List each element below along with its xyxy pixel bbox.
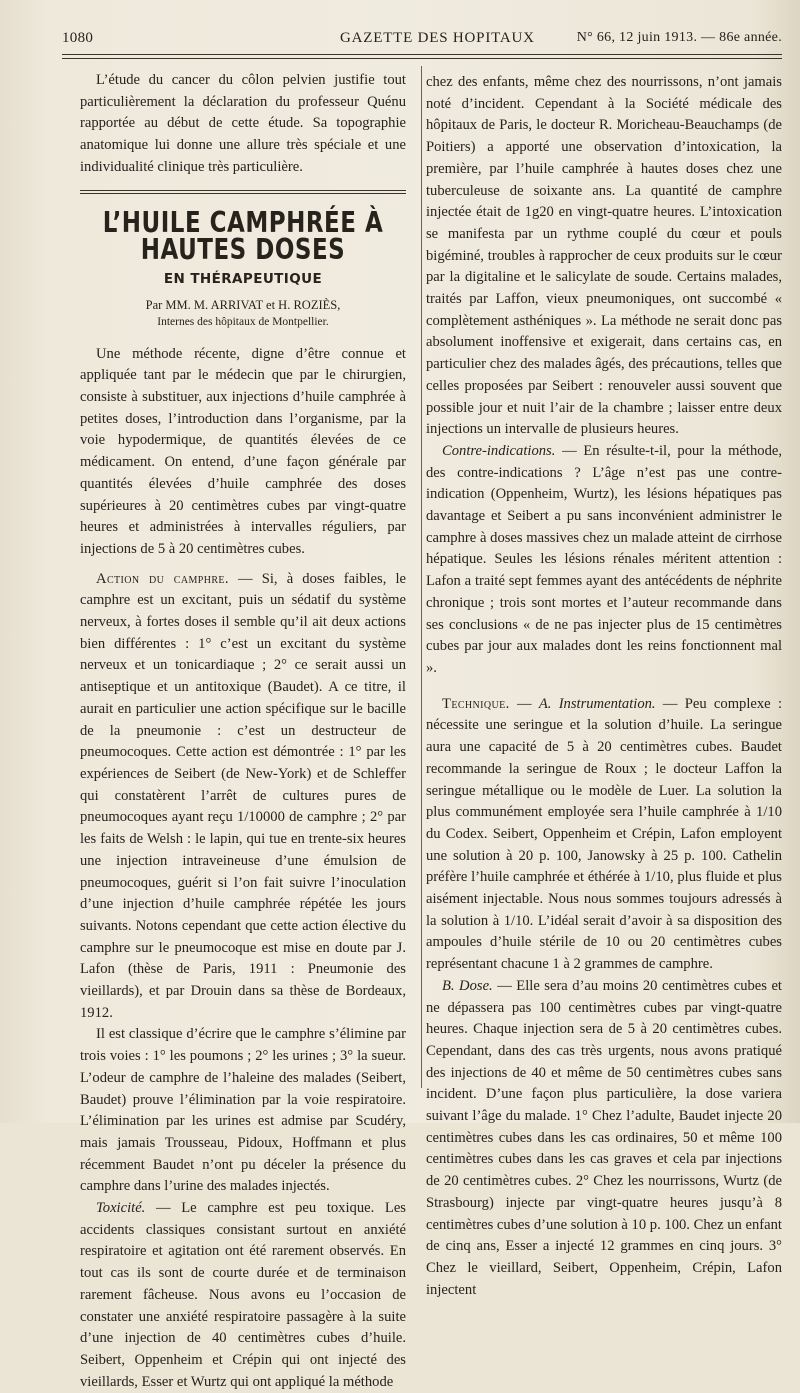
- paragraph-action: [80, 569, 406, 1025]
- page-number: 1080: [62, 30, 94, 46]
- paragraph-technique: Technique. — A. Instrumentation. — Peu complexe : nécessite une seringue et la solution d’huile. La seringue aura une capacité de 5 à 20 centimètres cubes. Baudet recommande la seringue de Roux ; le docteur Laffon la seringue métallique ou le modèle de Luer. La solution la plus communément employée sera l’huile camphrée à 1/10 du Codex. Seibert, Oppenheim et Crépin, Lafon employent une solution à 20 p. 100, Janowsky à 25 p. 100. Cathelin préfère l’huile camphrée et éthérée à 1/10, plus fluide et plus aisément injectable. Nous nous sommes toujours adressés à la solution à 1/10. L’idéal serait d’avoir à sa disposition des ampoules d’huile stérile de 10 ou 20 centimètres cubes représentant chacune 1 à 2 grammes de camphre.: [426, 695, 782, 973]
- section-head-technique: Technique.: [442, 695, 510, 712]
- author-affiliation: Internes des hôpitaux de Montpellier.: [157, 315, 329, 328]
- paragraph-toxicity-text: — Le camphre est peu toxique. Les accidents classiques consistant surtout en anxiété respiratoire et agitation ont été rarement observés. En tout cas ils sont de courte durée et de terminaison rarement fâcheuse. Nous avons eu l’occasion de constater une anxiété respiratoire passagère à la suite d’une injection de 40 centimètres cubes d’huile. Seibert, Oppenheim et Crépin qui ont injecté des vieillards, Esser et Wurtz qui ont appliqué la méthode: [80, 1200, 406, 1390]
- paragraph-continued: chez des enfants, même chez des nourrissons, n’ont jamais noté d’incident. Cependant à la Société médicale des hôpitaux de Paris, le docteur R. Moricheau-Beauchamps (de Poitiers) a apporté une observation d’intoxication, la première, par l’huile camphrée à hautes doses chez une tuberculeuse de soixante ans. La quantité de camphre injectée était de 1g20 en vingt-quatre heures. L’intoxication se manifesta par un rythme couplé du cœur et pouls bigéminé, troubles à rapprocher de ceux produits sur le cœur par la digitaline et le salicylate de soude. Certains malades, traités par Laffon, vieux pneumoniques, ont succombé « complètement asthéniques ». La méthode ne serait donc pas absolument inoffensive et exigerait, dans certains cas, en particulier chez des malades âgés, des précautions, telles que celles proposées par Seibert : renouveler aussi souvent que possible jour et nuit l’air de la chambre ; laisser entre deux injections un intervalle de plusieurs heures.: [426, 74, 782, 438]
- intro-paragraph: L’étude du cancer du côlon pelvien justifie tout particulièrement la déclaration du professeur Quénu rapportée au début de cette étude. Sa topographie anatomique lui donne une allure très spéciale et une individualité clinique très particulière.: [80, 72, 406, 175]
- subhead-dose: B. Dose.: [442, 977, 493, 994]
- journal-title: GAZETTE DES HOPITAUX: [340, 30, 535, 46]
- section-head-contraindications: Contre-indications.: [442, 442, 556, 459]
- article-subtitle: EN THÉRAPEUTIQUE: [163, 270, 323, 287]
- right-column: [426, 72, 782, 1301]
- paragraph-action-text: — Si, à doses faibles, le camphre est un excitant, puis un sédatif du système nerveux, à fortes doses il semble qu’il ait deux actions bien différentes : 1° c’est un excitant du système nerveux et un tonicardiaque ; 2° ce serait aussi un antiseptique et un antitoxique (Baudet). A ce titre, il aurait en particulier une action spécifique sur le bacille de la pneumonie : c’est un destructeur de pneumocoques. Cette action est démontrée : 1° par les expériences de Seibert (de New-York) et de Schleffer qui constatèrent l’arrêt de cultures pures de pneumocoques ayant reçu 1/10000 de camphre ; 2° par les faits de Welsh : le lapin, qui tue en trente-six heures une injection intraveineuse d’une émulsion de pneumocoques, guérit si l’on fait suivre l’inoculation d’une injection d’huile camphrée répétée les jours suivants. Notons cependant que cette action élective du camphre sur le pneumocoque est mise en doute par J. Lafon (thèse de Paris, 1911 : Pneumonie des vieillards), et par Drouin dans sa thèse de Bordeaux, 1912.: [80, 570, 406, 1021]
- paragraph-toxicity: [80, 1198, 406, 1393]
- header-rule-top: [62, 54, 782, 55]
- article-authors: Par MM. M. ARRIVAT et H. ROZIÈS,: [145, 297, 341, 312]
- section-rule: [80, 190, 406, 194]
- column-divider: [421, 66, 422, 1088]
- paragraph-technique-text: Peu complexe : nécessite une seringue et la solution d’huile. La seringue aura une capacité de 5 à 20 centimètres cubes. Baudet recommande la seringue de Roux ; le docteur Laffon la seringue métallique ou le modèle de Luer. La solution la plus communément employée sera l’huile camphrée à 1/10 du Codex. Seibert, Oppenheim et Crépin, Lafon employent une solution à 20 p. 100, Janowsky à 25 p. 100. Cathelin préfère l’huile camphrée et éthérée à 1/10, plus fluide et plus aisément injectable. Nous nous sommes toujours adressés à la solution à 1/10. L’idéal serait d’avoir à sa disposition des ampoules d’huile stérile de 10 ou 20 centimètres cubes représentant chacune 1 à 2 grammes de camphre.: [426, 695, 782, 973]
- subhead-instrumentation: A. Instrumentation.: [538, 695, 656, 712]
- paragraph-dose: [426, 976, 782, 1302]
- header-rule-bottom: [62, 58, 782, 59]
- section-head-action: Action du camphre.: [96, 570, 229, 587]
- paragraph-dose-text: — Elle sera d’au moins 20 centimètres cubes et ne dépassera pas 100 centimètres cubes par vingt-quatre heures. Chaque injection sera de 5 à 20 centimètres cubes. Cependant, dans des cas très urgents, nous avons pratiqué des injections de 40 et même de 50 centimètres cubes sans incident. D’une façon plus particulière, la dose variera suivant l’âge du malade. 1° Chez l’adulte, Baudet injecte 20 centimètres cubes dans les cas ordinaires, 50 et même 100 centimètres cubes dans les cas graves et cela par injections de 20 centimètres cubes. 2° Chez les nourrissons, Wurtz (de Strasbourg) injecte par vingt-quatre heures jusqu’à 8 centimètres cubes d’une solution à 10 p. 100. Chez un enfant de cinq ans, Esser a injecté 12 grammes en cinq jours. 3° Chez le vieillard, Seibert, Oppenheim, Crépin, Lafon injectent: [426, 977, 782, 1298]
- left-column: [80, 70, 406, 1393]
- paragraph-method: Une méthode récente, digne d’être connue et appliquée tant par le médecin que par le chirurgien, consiste à substituer, aux injections d’huile camphrée à petites doses, l’introduction dans l’organisme, par la voie hypodermique, de quantités élevées de ce médicament. On entend, d’une façon générale par quantités élevées d’huile camphrée des doses supérieures à 20 centimètres cubes par vingt-quatre heures et administrées à intervalles réguliers, par injections de 5 à 20 centimètres cubes.: [80, 345, 406, 557]
- page-header: [62, 30, 782, 52]
- issue-line: N° 66, 12 juin 1913. — 86e année.: [576, 30, 782, 45]
- article-title: L’HUILE CAMPHRÉE À HAUTES DOSES: [102, 207, 384, 266]
- paragraph-elimination: Il est classique d’écrire que le camphre s’élimine par trois voies : 1° les poumons ; 2° les urines ; 3° la sueur. L’odeur de camphre de l’haleine des malades (Seibert, Baudet) prouve l’élimination par la voie respiratoire. L’élimination par les urines est admise par Scudéry, mais jamais Trousseau, Pidoux, Hoffmann et plus récemment Baudet n’ont pu déceler la présence du camphre dans l’urine des malades injectés.: [80, 1026, 406, 1195]
- paragraph-contraindications-text: — En résulte-t-il, pour la méthode, des contre-indications ? L’âge n’est pas une contre-indication (Oppenheim, Wurtz), les lésions hépatiques pas davantage et Seibert a pu sans inconvénient administrer le camphre à doses massives chez un malade atteint de cirrhose hépatique. Seules les lésions rénales méritent attention : Lafon a traité sept femmes ayant des antécédents de néphrite chronique ; trois sont mortes et l’auteur recommande dans ses conclusions « de ne pas injecter plus de 15 centimètres cubes par jour aux malades dont les reins fonctionnent mal ».: [426, 442, 782, 676]
- paragraph-contraindications: [426, 441, 782, 680]
- section-head-toxicity: Toxicité.: [96, 1200, 146, 1217]
